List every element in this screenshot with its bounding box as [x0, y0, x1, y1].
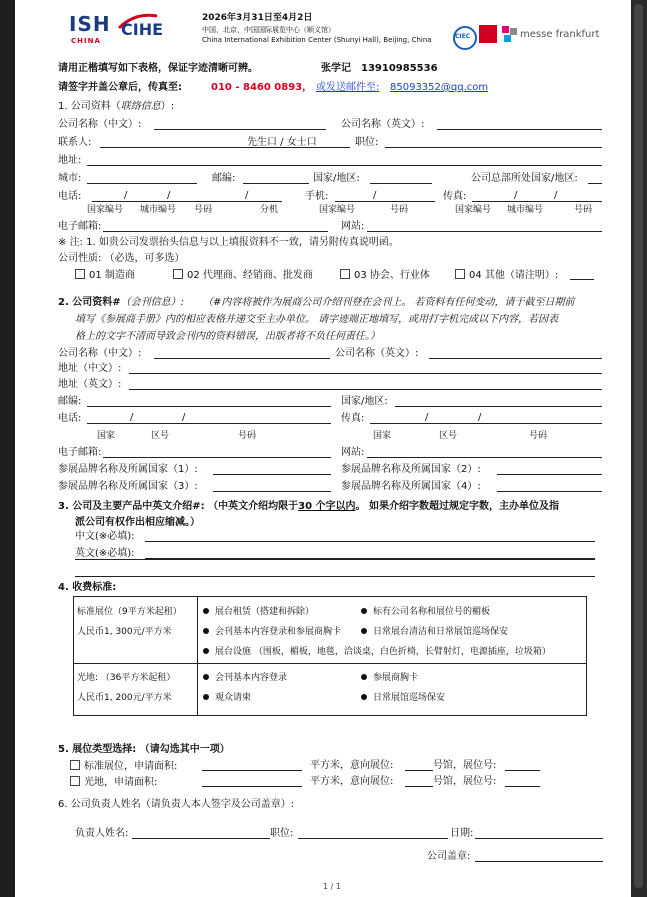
s6-date-field[interactable]	[475, 838, 603, 839]
s6-position-field[interactable]	[298, 838, 448, 839]
s1-fax-field[interactable]	[472, 201, 602, 202]
checkbox-icon[interactable]	[340, 269, 350, 279]
s2-brand3-label: 参展品牌名称及所属国家（3）:	[58, 481, 198, 492]
opt-agent[interactable]	[173, 269, 313, 282]
s2-email-label: 电子邮箱:	[58, 447, 102, 458]
s3-cn-field[interactable]	[145, 541, 595, 542]
raw-item-3-text: 观众请柬	[215, 693, 252, 703]
opt4-label: 04 其他（请注明）:	[469, 270, 559, 281]
document-page	[15, 0, 631, 897]
std-item-3	[203, 627, 341, 638]
s5-std-hall-field[interactable]	[405, 770, 433, 771]
s2-fax-label: 传真:	[341, 413, 365, 424]
std-booth-price: 人民币1, 300元/平方米	[77, 627, 172, 637]
s2-desc3: 格上的文字不清而导致会刊内的资料错误，出版者将不负任何责任。）	[75, 331, 380, 342]
bullet-icon	[361, 674, 367, 680]
messe-frankfurt-text: messe frankfurt	[520, 29, 600, 40]
s1-sub-num3: 号码	[574, 205, 593, 215]
scrollbar-thumb[interactable]	[634, 4, 643, 888]
s2-postcode-label: 邮编:	[58, 396, 82, 407]
s5-raw-booth-field[interactable]	[505, 786, 540, 787]
s1-note: ※ 注: 1. 如贵公司发票抬头信息与以上填报资料不一致，请另附传真说明函。	[58, 237, 399, 248]
s3-title2: 派公司有权作出相应缩减。）	[75, 517, 200, 528]
raw-item-2-text: 参展商胸卡	[373, 673, 419, 683]
bullet-icon	[361, 694, 367, 700]
raw-space-price: 人民币1, 200元/平方米	[77, 693, 172, 703]
s1-country-field[interactable]	[370, 183, 432, 184]
s5-std-booth-field[interactable]	[505, 770, 540, 771]
ish-china-text: CHINA	[71, 37, 101, 45]
s2-title-italic: 会刊信息	[130, 297, 171, 308]
s1-postcode-label: 邮编:	[212, 173, 236, 184]
slash: /	[425, 412, 429, 423]
s1-nature: 公司性质: （必选，可多选）	[58, 253, 185, 264]
bullet-icon	[203, 694, 209, 700]
checkbox-icon[interactable]	[70, 760, 80, 770]
s2-tel-field[interactable]	[87, 423, 331, 424]
s2-website-label: 网站:	[341, 447, 365, 458]
opt-association[interactable]	[340, 269, 430, 282]
s2-country-field[interactable]	[395, 406, 602, 407]
s1-title-end: ）:	[160, 101, 175, 112]
email-label-link[interactable]: 或发送邮件至:	[316, 82, 380, 93]
s6-stamp-label: 公司盖章:	[427, 851, 471, 862]
opt1-label: 01 制造商	[89, 270, 135, 281]
s1-tel-label: 电话:	[58, 191, 82, 202]
bullet-icon	[361, 628, 367, 634]
std-item-2-text: 标有公司名称和展位号的楣板	[373, 607, 491, 617]
slash: /	[554, 190, 558, 201]
s1-website-label: 网站:	[341, 221, 365, 232]
slash: /	[130, 412, 134, 423]
s3-cn-label: 中文(※必填):	[75, 531, 135, 542]
slash: /	[245, 190, 249, 201]
cihe-logo: CIHE	[121, 20, 164, 39]
s1-sub-country3: 国家编号	[455, 205, 492, 215]
s1-gender[interactable]: 先生口 / 女士口	[247, 137, 317, 148]
s1-fax-label: 传真:	[443, 191, 467, 202]
s1-sub-city3: 城市编号	[507, 205, 544, 215]
s2-brand2-label: 参展品牌名称及所属国家（2）:	[341, 464, 481, 475]
s3-cn-field-2[interactable]	[75, 559, 595, 560]
s2-addr-cn-label: 地址（中文）:	[58, 363, 122, 374]
raw-space-label: 光地: （36平方米起租）	[77, 673, 176, 683]
s3-en-field-2[interactable]	[75, 576, 595, 577]
ish-logo: ISH	[69, 12, 111, 36]
s2-brand3-field[interactable]	[213, 491, 331, 492]
std-item-1	[203, 607, 314, 618]
s1-mobile-field[interactable]	[335, 201, 435, 202]
s1-sub-num2: 号码	[390, 205, 409, 215]
s1-city-label: 城市:	[58, 173, 82, 184]
page-number: 1 / 1	[323, 882, 341, 891]
s3-title-end: 。 如果介绍字数超过规定字数，主办单位及指	[355, 501, 559, 512]
bullet-icon	[203, 674, 209, 680]
bullet-icon	[203, 648, 209, 654]
intro-line2: 请签字并盖公章后，传真至:	[58, 82, 182, 93]
opt-other[interactable]	[455, 269, 558, 282]
s5-raw-hall-field[interactable]	[405, 786, 433, 787]
s2-brand1-field[interactable]	[213, 474, 331, 475]
s2-brand1-label: 参展品牌名称及所属国家（1）:	[58, 464, 198, 475]
s2-name-cn-field[interactable]	[154, 358, 330, 359]
s1-position-label: 职位:	[355, 137, 379, 148]
s2-name-en-field[interactable]	[429, 358, 602, 359]
s6-name-label: 负责人姓名:	[75, 828, 129, 839]
fee-table	[73, 596, 587, 716]
s1-title	[58, 101, 174, 113]
opt-manufacturer[interactable]	[75, 269, 135, 282]
s2-brand2-field[interactable]	[497, 474, 602, 475]
slash: /	[124, 190, 128, 201]
s2-sub-num: 号码	[238, 431, 257, 441]
s5-raw-unit: 平方米，意向展位:	[310, 776, 394, 787]
s2-title-mark: #	[112, 297, 121, 308]
s2-sub-area: 区号	[151, 431, 170, 441]
s3-en-label: 英文(※必填):	[75, 548, 135, 559]
opt3-label: 03 协会、行业体	[354, 270, 430, 281]
s1-address-label: 地址:	[58, 155, 82, 166]
raw-item-3	[203, 693, 251, 704]
s5-raw-hall: 号馆，展位号:	[433, 776, 497, 787]
s1-email-field[interactable]	[103, 231, 328, 232]
s1-country-label: 国家/地区:	[313, 173, 360, 184]
s1-name-cn-field[interactable]	[154, 129, 326, 130]
raw-item-4-text: 日常展馆巡场保安	[373, 693, 446, 703]
viewer-frame-left	[0, 0, 15, 897]
s5-std-label: 标准展位，申请面积:	[84, 761, 178, 772]
s5-std-unit: 平方米，意向展位:	[310, 760, 394, 771]
s1-sub-city: 城市编号	[140, 205, 177, 215]
s2-sub-num2: 号码	[529, 431, 548, 441]
contact-name: 张学记	[321, 63, 351, 74]
s1-sub-num: 号码	[194, 205, 213, 215]
fee-row-divider	[74, 663, 586, 664]
s1-name-en-label: 公司名称（英文）:	[341, 119, 425, 130]
s3-title-text: 3. 公司及主要产品中英文介绍#: （中英文介绍均限于	[58, 501, 299, 512]
checkbox-icon[interactable]	[75, 269, 85, 279]
s2-addr-en-label: 地址（英文）:	[58, 379, 122, 390]
raw-item-2	[361, 673, 418, 684]
checkbox-icon[interactable]	[173, 269, 183, 279]
s2-brand4-field[interactable]	[497, 491, 602, 492]
s2-website-field[interactable]	[367, 457, 602, 458]
s2-brand4-label: 参展品牌名称及所属国家（4）:	[341, 481, 481, 492]
fax-number: 010 - 8460 0893，	[211, 82, 313, 93]
s1-name-en-field[interactable]	[437, 129, 602, 130]
s3-en-field[interactable]	[145, 558, 595, 559]
opt2-label: 02 代理商、经销商、批发商	[187, 270, 313, 281]
checkbox-icon[interactable]	[70, 776, 80, 786]
s1-tel-field[interactable]	[92, 201, 282, 202]
s2-title: 2. 公司资料#（会刊信息）:	[58, 297, 185, 308]
s6-name-field[interactable]	[132, 838, 270, 839]
std-item-3-text: 会刊基本内容登录和参展商胸卡	[215, 627, 342, 637]
std-item-5-text: 展台设施 （围板，楣板，地毯，洽谈桌，白色折椅，长臂射灯，电源插座，垃圾箱）	[215, 647, 551, 657]
bullet-icon	[203, 628, 209, 634]
s5-title: 5. 展位类型选择: （请勾选其中一项）	[58, 744, 230, 755]
opt-other-field[interactable]	[570, 279, 594, 280]
s6-date-label: 日期:	[450, 828, 474, 839]
s2-country-label: 国家/地区:	[341, 396, 388, 407]
slash: /	[478, 412, 482, 423]
s1-sub-ext: 分机	[260, 205, 279, 215]
s2-postcode-field[interactable]	[87, 406, 331, 407]
s2-tel-label: 电话:	[58, 413, 82, 424]
s5-std-option[interactable]	[70, 760, 177, 773]
raw-item-1	[203, 673, 287, 684]
intro-line1: 请用正楷填写如下表格，保证字迹清晰可辨。	[58, 63, 258, 74]
event-date: 2026年3月31日至4月2日	[202, 13, 313, 23]
s2-addr-en-field[interactable]	[129, 389, 602, 390]
s1-position-field[interactable]	[385, 147, 602, 148]
email-link[interactable]: 85093352@qq.com	[390, 82, 489, 93]
s1-name-cn-label: 公司名称（中文）:	[58, 119, 142, 130]
s1-mobile-label: 手机:	[305, 191, 329, 202]
messe-frankfurt-icon	[502, 26, 518, 44]
s2-addr-cn-field[interactable]	[129, 373, 602, 374]
std-booth-label: 标准展位（9平方米起租）	[77, 607, 182, 617]
s6-stamp-field[interactable]	[475, 861, 603, 862]
ciec-text: CIEC	[455, 33, 471, 40]
s5-raw-area-field[interactable]	[202, 786, 302, 787]
s3-title	[58, 501, 559, 513]
std-item-1-text: 展台租赁（搭建和拆除）	[215, 607, 315, 617]
s1-email-label: 电子邮箱:	[58, 221, 102, 232]
s4-title: 4. 收费标准:	[58, 582, 117, 593]
s1-postcode-field[interactable]	[243, 183, 309, 184]
s2-fax-field[interactable]	[370, 423, 602, 424]
s1-hq-label: 公司总部所处国家/地区:	[471, 173, 578, 184]
red-logo-icon	[479, 25, 497, 43]
s5-raw-option[interactable]	[70, 776, 157, 789]
slash: /	[514, 190, 518, 201]
raw-item-1-text: 会刊基本内容登录	[215, 673, 288, 683]
s2-email-field[interactable]	[103, 457, 331, 458]
s6-title: 6. 公司负责人姓名（请负责人本人签字及公司盖章）:	[58, 799, 295, 810]
s1-sub-country2: 国家编号	[319, 205, 356, 215]
venue-en: China International Exhibition Center (Shunyi Hall), Beijing, China	[202, 36, 432, 44]
s2-title-text: 2. 公司资料	[58, 297, 113, 308]
s2-desc1: （#内容将被作为展商公司介绍刊登在会刊上。 若资料有任何变动，请于截至日期前	[203, 297, 575, 308]
s3-limit: 30 个字以内	[298, 501, 356, 512]
std-item-2	[361, 607, 490, 618]
s1-hq-field[interactable]	[588, 183, 602, 184]
slash: /	[182, 412, 186, 423]
s1-sub-country: 国家编号	[87, 205, 124, 215]
s5-std-area-field[interactable]	[202, 770, 302, 771]
std-item-4-text: 日常展台清洁和日常展馆巡场保安	[373, 627, 509, 637]
s2-sub-area2: 区号	[439, 431, 458, 441]
raw-item-4	[361, 693, 445, 704]
s1-title-italic: 联络信息	[120, 101, 161, 112]
s2-sub-country2: 国家	[373, 431, 392, 441]
s2-name-en-label: 公司名称（英文）:	[335, 348, 419, 359]
s1-website-field[interactable]	[367, 231, 602, 232]
s1-title-text: 1. 公司资料（	[58, 101, 121, 112]
checkbox-icon[interactable]	[455, 269, 465, 279]
venue-cn: 中国，北京，中国国际展览中心（顺义馆）	[202, 26, 335, 34]
s5-raw-label: 光地，申请面积:	[84, 777, 158, 788]
bullet-icon	[203, 608, 209, 614]
contact-phone: 13910985536	[361, 63, 438, 74]
s2-sub-country: 国家	[97, 431, 116, 441]
s2-desc2: 填写《参展商手册》内的相应表格并递交至主办单位。 请字迹端正地填写，或用打字机完成以下内容，若因表	[75, 314, 559, 325]
slash: /	[167, 190, 171, 201]
fee-col-divider	[197, 597, 198, 715]
s5-std-hall: 号馆，展位号:	[433, 760, 497, 771]
s1-address-field[interactable]	[87, 165, 602, 166]
s6-position-label: 职位:	[270, 828, 294, 839]
slash: /	[373, 190, 377, 201]
bullet-icon	[361, 608, 367, 614]
s1-contact-label: 联系人:	[58, 137, 92, 148]
std-item-4	[361, 627, 508, 638]
s2-name-cn-label: 公司名称（中文）:	[58, 348, 142, 359]
std-item-5	[203, 647, 551, 658]
s1-city-field[interactable]	[87, 183, 197, 184]
